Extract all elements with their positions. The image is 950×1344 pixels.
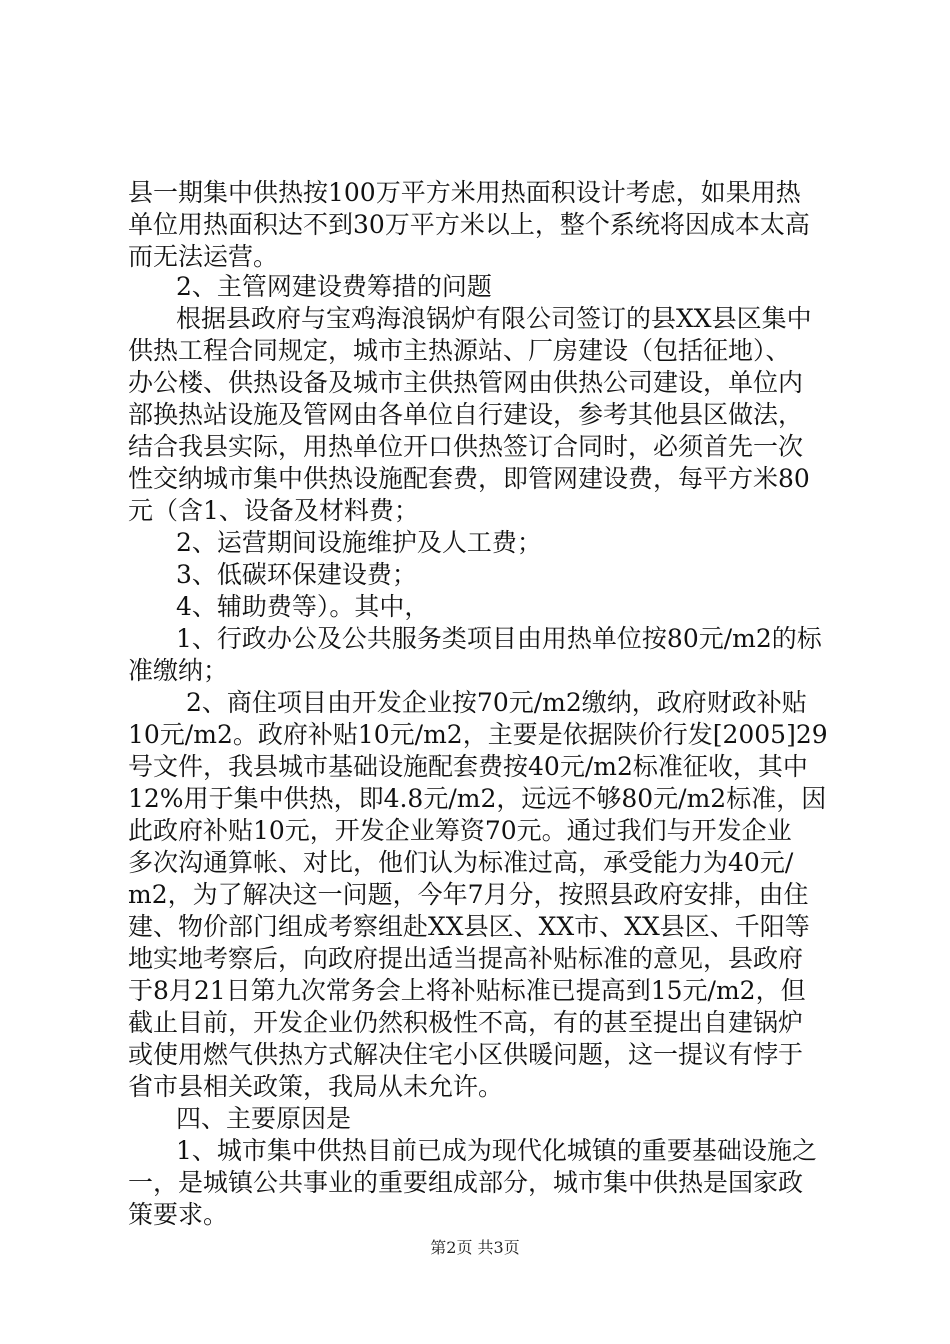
- body-text-line: 县一期集中供热按100万平方米用热面积设计考虑，如果用热: [128, 178, 801, 207]
- body-text-line: 建、物价部门组成考察组赴XX县区、XX市、XX县区、千阳等: [128, 912, 810, 941]
- body-text-line: 性交纳城市集中供热设施配套费，即管网建设费，每平方米80: [128, 464, 810, 493]
- body-text-line: 策要求。: [128, 1200, 229, 1229]
- list-item: 3、低碳环保建设费；: [176, 560, 417, 589]
- list-item: 1、行政办公及公共服务类项目由用热单位按80元/m2的标: [176, 624, 822, 653]
- list-item: 4、辅助费等）。其中，: [176, 592, 430, 621]
- body-text-line: 办公楼、供热设备及城市主供热管网由供热公司建设，单位内: [128, 368, 804, 397]
- section-heading: 2、主管网建设费筹措的问题: [176, 272, 492, 301]
- body-text-line: 地实地考察后，向政府提出适当提高补贴标准的意见，县政府: [128, 944, 804, 973]
- body-text-line: 一，是城镇公共事业的重要组成部分，城市集中供热是国家政: [128, 1168, 804, 1197]
- body-text-line: 而无法运营。: [128, 242, 279, 271]
- list-item: 1、城市集中供热目前已成为现代化城镇的重要基础设施之: [176, 1136, 817, 1165]
- body-text-line: 截止目前，开发企业仍然积极性不高，有的甚至提出自建锅炉: [128, 1008, 804, 1037]
- body-text-line: 单位用热面积达不到30万平方米以上，整个系统将因成本太高: [128, 210, 810, 239]
- page-footer: 第2页 共3页: [430, 1238, 520, 1257]
- list-item: 2、商住项目由开发企业按70元/m2缴纳，政府财政补贴: [186, 688, 807, 717]
- body-text-line: 供热工程合同规定，城市主热源站、厂房建设（包括征地）、: [128, 336, 791, 365]
- body-text-line: 于8月21日第九次常务会上将补贴标准已提高到15元/m2，但: [128, 976, 806, 1005]
- body-text-line: 部换热站设施及管网由各单位自行建设，参考其他县区做法，: [128, 400, 804, 429]
- body-text-line: 结合我县实际，用热单位开口供热签订合同时，必须首先一次: [128, 432, 804, 461]
- body-text-line: 省市县相关政策，我局从未允许。: [128, 1072, 504, 1101]
- body-text-line: 12%用于集中供热，即4.8元/m2，远远不够80元/m2标准，因: [128, 784, 827, 813]
- body-text-line: 此政府补贴10元，开发企业筹资70元。通过我们与开发企业: [128, 816, 792, 845]
- section-heading: 四、主要原因是: [176, 1104, 352, 1133]
- body-text-line: 元（含1、设备及材料费；: [128, 496, 419, 525]
- body-text-line: 或使用燃气供热方式解决住宅小区供暖问题，这一提议有悖于: [128, 1040, 804, 1069]
- body-text-line: 根据县政府与宝鸡海浪锅炉有限公司签订的县XX县区集中: [176, 304, 812, 333]
- body-text-line: 准缴纳；: [128, 656, 229, 685]
- body-text-line: m2，为了解决这一问题，今年7月分，按照县政府安排，由住: [128, 880, 809, 909]
- body-text-line: 多次沟通算帐、对比，他们认为标准过高，承受能力为40元/: [128, 848, 794, 877]
- body-text-line: 10元/m2。政府补贴10元/m2，主要是依据陕价行发[2005]29: [128, 720, 828, 749]
- body-text-line: 号文件，我县城市基础设施配套费按40元/m2标准征收，其中: [128, 752, 808, 781]
- list-item: 2、运营期间设施维护及人工费；: [176, 528, 542, 557]
